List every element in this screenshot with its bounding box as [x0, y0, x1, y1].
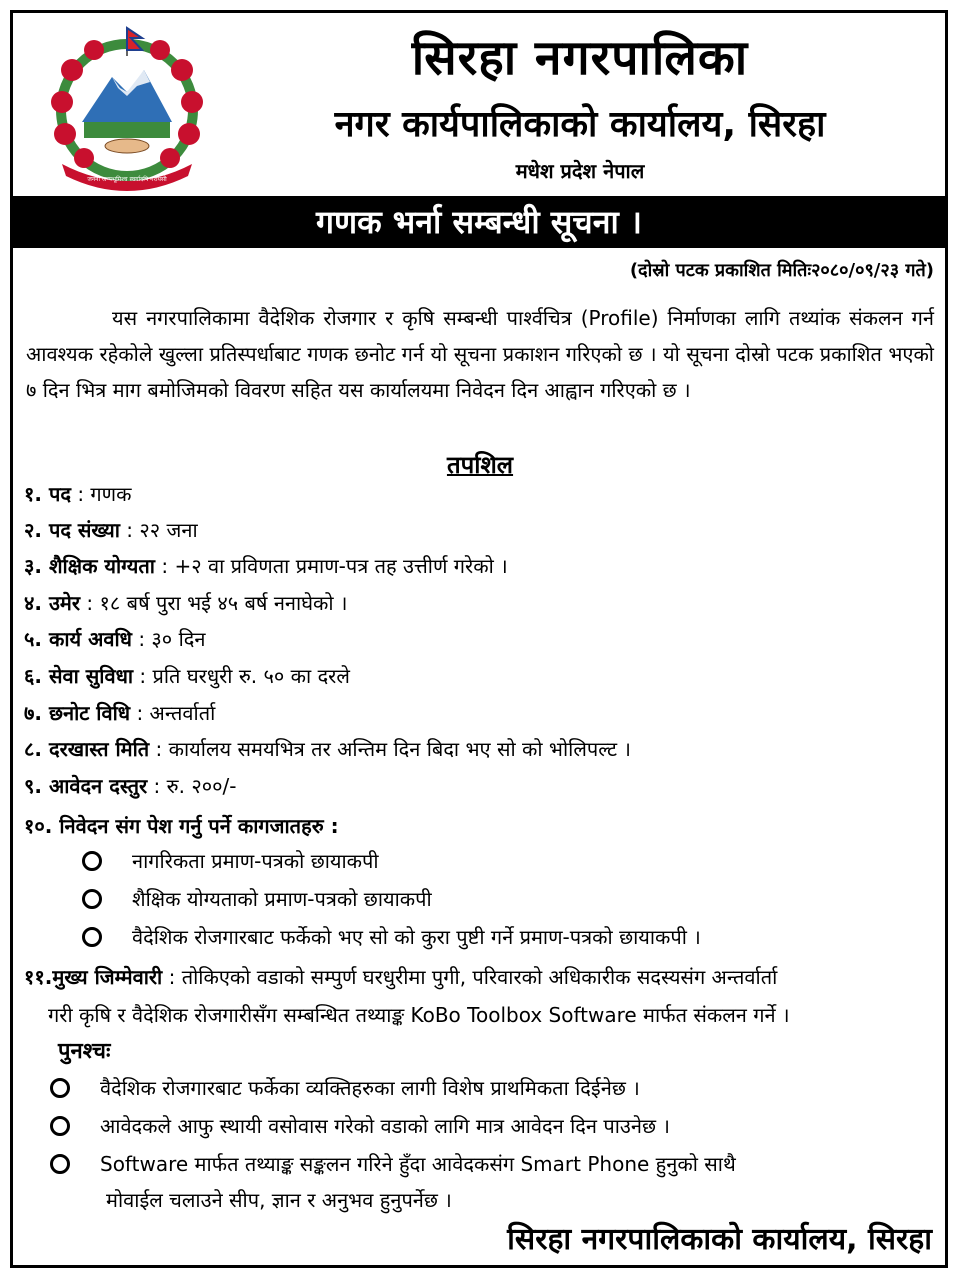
postscript-item-continuation: मोवाईल चलाउने सीप, ज्ञान र अनुभव हुनुपर्नेछ ।	[106, 1188, 452, 1212]
detail-label: ८. दरखास्त मिति	[24, 737, 150, 761]
bullet-circle-icon	[82, 851, 102, 871]
document-item: शैक्षिक योग्यताको प्रमाण-पत्रको छायाकपी	[82, 881, 432, 917]
details-heading: तपशिल	[446, 451, 514, 479]
detail-value: : अन्तर्वार्ता	[136, 701, 216, 725]
bullet-circle-icon	[82, 889, 102, 909]
detail-row	[24, 658, 350, 694]
document-item: वैदेशिक रोजगारबाट फर्केको भए सो को कुरा पुष्टी गर्ने प्रमाण-पत्रको छायाकपी ।	[82, 919, 701, 955]
detail-value: : कार्यालय समयभित्र तर अन्तिम दिन बिदा भए सो को भोलिपल्ट ।	[155, 737, 631, 761]
documents-heading: १०. निवेदन संग पेश गर्नु पर्ने कागजातहरु :	[24, 814, 339, 838]
detail-value: : प्रति घरधुरी रु. ५० का दरले	[139, 664, 350, 688]
bullet-circle-icon	[50, 1116, 70, 1136]
bullet-circle-icon	[50, 1154, 70, 1174]
detail-value: : १८ बर्ष पुरा भई ४५ बर्ष ननाघेको ।	[86, 591, 348, 615]
postscript-item: वैदेशिक रोजगारबाट फर्केका व्यक्तिहरुका लागी विशेष प्राथमिकता दिईनेछ ।	[50, 1070, 640, 1106]
detail-row	[24, 695, 215, 731]
detail-label: ७. छनोट विधि	[24, 701, 131, 725]
document-item: नागरिकता प्रमाण-पत्रको छायाकपी	[82, 843, 379, 879]
intro-paragraph: यस नगरपालिकामा वैदेशिक रोजगार र कृषि सम्बन्धी पार्श्वचित्र (Profile) निर्माणका लागि तथ्यांक संकलन गर्न आवश्यक रहेकोले खुल्ला प्रतिस्पर्धाबाट गणक छनोट गर्न यो सूचना प्रकाशन गरिएको छ । यो सूचना दोस्रो पटक प्रकाशित भएको ७ दिन भित्र माग बमोजिमको विवरण सहित यस कार्यालयमा निवेदन दिन आह्वान गरिएको छ ।	[26, 306, 934, 402]
emblem-motto: जननी जन्मभूमिश्च स्वर्गादपि गरीयसी	[87, 176, 167, 183]
detail-value: : २२ जना	[126, 518, 198, 542]
nepal-emblem-icon	[32, 22, 222, 192]
bullet-circle-icon	[82, 927, 102, 947]
detail-label: २. पद संख्या	[24, 518, 120, 542]
detail-value: : रु. २००/-	[153, 774, 237, 798]
responsibility-line2: गरी कृषि र वैदेशिक रोजगारीसँग सम्बन्धित तथ्याङ्क KoBo Toolbox Software मार्फत संकलन गर्ने ।	[48, 1003, 790, 1027]
detail-label: १. पद	[24, 482, 71, 506]
detail-label: ४. उमेर	[24, 591, 81, 615]
detail-label: ६. सेवा सुविधा	[24, 664, 134, 688]
responsibility-line1: : तोकिएको वडाको सम्पुर्ण घरधुरीमा पुगी, परिवारको अधिकारीक सदस्यसंग अन्तर्वार्ता	[168, 965, 778, 989]
detail-value: : गणक	[77, 482, 132, 506]
map-of-nepal-icon	[84, 122, 170, 138]
detail-label: ३. शैक्षिक योग्यता	[24, 554, 155, 578]
handshake-icon	[105, 139, 149, 153]
main-responsibility	[24, 958, 940, 1034]
detail-value: : +२ वा प्रविणता प्रमाण-पत्र तह उत्तीर्ण गरेको ।	[161, 554, 508, 578]
detail-row	[24, 731, 631, 767]
detail-label: ५. कार्य अवधि	[24, 627, 132, 651]
bullet-circle-icon	[50, 1078, 70, 1098]
detail-label: ९. आवेदन दस्तुर	[24, 774, 148, 798]
responsibility-label: ११.मुख्य जिम्मेवारी	[24, 965, 163, 989]
office-name: नगर कार्यपालिकाको कार्यालय, सिरहा	[334, 104, 826, 145]
postscript-item: आवेदकले आफु स्थायी वसोवास गरेको वडाको लागि मात्र आवेदन दिन पाउनेछ ।	[50, 1108, 670, 1144]
publish-date: (दोस्रो पटक प्रकाशित मितिः२०८०/०९/२३ गते)	[629, 260, 934, 281]
notice-title: गणक भर्ना सम्बन्धी सूचना ।	[13, 196, 945, 248]
detail-row	[24, 585, 348, 621]
detail-row	[24, 768, 236, 804]
detail-row	[24, 512, 198, 548]
detail-value: : ३० दिन	[138, 627, 206, 651]
detail-row	[24, 476, 132, 512]
postscript-heading: पुनश्चः	[58, 1039, 111, 1064]
postscript-item: Software मार्फत तथ्याङ्क सङ्कलन गरिने हुँदा आवेदकसंग Smart Phone हुनुको साथै	[50, 1146, 736, 1182]
detail-row	[24, 548, 508, 584]
footer-signature: सिरहा नगरपालिकाको कार्यालय, सिरहा	[507, 1222, 932, 1257]
province-name: मधेश प्रदेश नेपाल	[515, 159, 645, 183]
municipality-name: सिरहा नगरपालिका	[411, 30, 749, 86]
detail-row	[24, 621, 205, 657]
